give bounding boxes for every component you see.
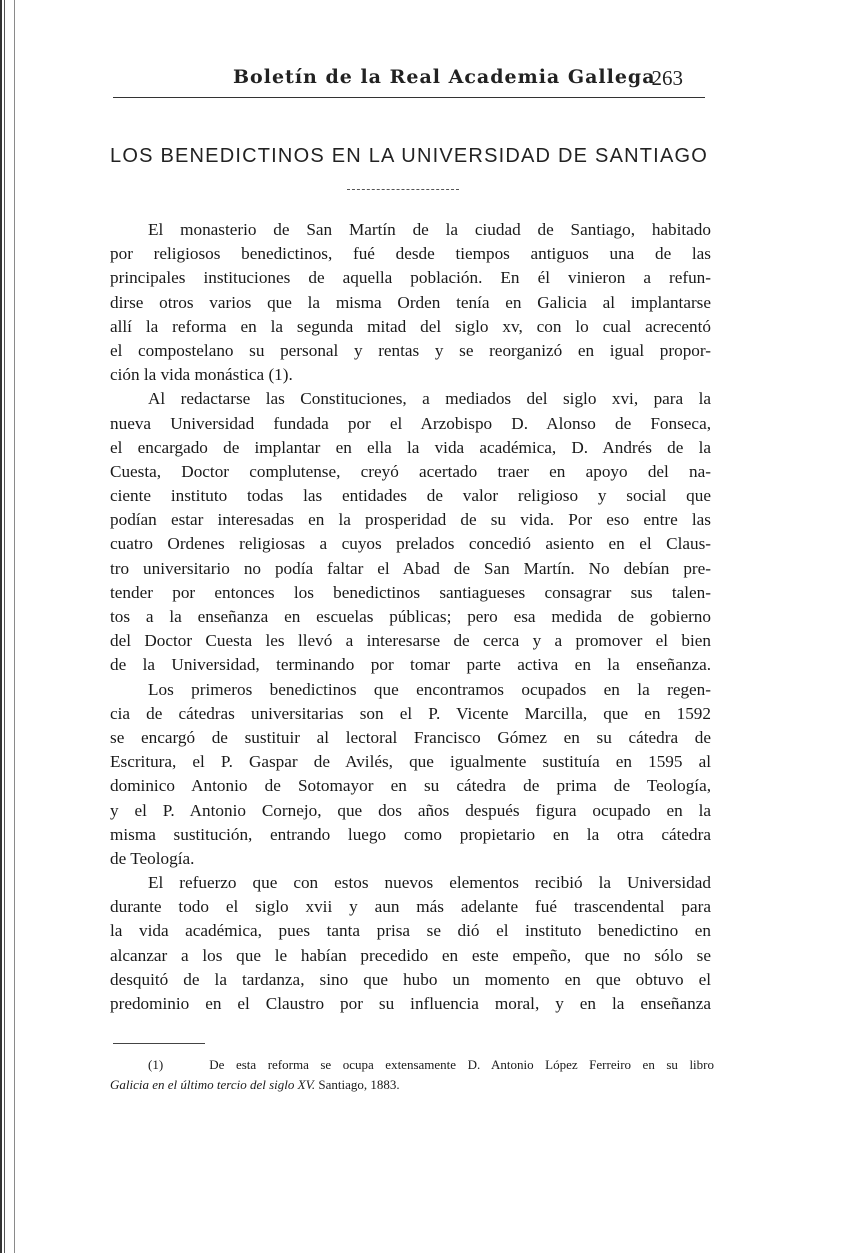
text-line: dominico Antonio de Sotomayor en su cátedra de prima de Teología, — [110, 776, 711, 796]
text-line: la vida académica, pues tanta prisa se dió el instituto benedictino en — [110, 921, 711, 941]
running-title: Boletín de la Real Academia Gallega — [233, 66, 656, 88]
text-line: podían estar interesadas en la prosperidad de su vida. Por eso entre las — [110, 510, 711, 530]
page-header — [113, 62, 705, 100]
title-ornament-rule — [347, 189, 459, 191]
page-binding-edge — [0, 0, 6, 1253]
text-line: Los primeros benedictinos que encontramos ocupados en la regen- — [148, 679, 711, 699]
text-line: y el P. Antonio Cornejo, que dos años después figura ocupado en la — [110, 800, 711, 820]
text-line: alcanzar a los que le habían precedido en este empeño, que no sólo se — [110, 945, 711, 965]
text-line: allí la reforma en la segunda mitad del siglo xv, con lo cual acrecentó — [110, 316, 711, 336]
text-line: Al redactarse las Constituciones, a mediados del siglo xvi, para la — [148, 389, 711, 409]
article-title: LOS BENEDICTINOS EN LA UNIVERSIDAD DE SANTIAGO — [110, 145, 708, 167]
text-line: el encargado de implantar en ella la vida académica, D. Andrés de la — [110, 437, 711, 457]
article-body — [110, 218, 711, 1016]
text-line: predominio en el Claustro por su influencia moral, y en la enseñanza — [110, 994, 711, 1013]
footnote-line-1 — [110, 1055, 714, 1075]
footnote-text: De esta reforma se ocupa extensamente D. Antonio López Ferreiro en su libro — [209, 1057, 714, 1072]
text-line: nueva Universidad fundada por el Arzobispo D. Alonso de Fonseca, — [110, 413, 711, 433]
text-line: durante todo el siglo xvii y aun más adelante fué trascendental para — [110, 897, 711, 917]
text-line: Escritura, el P. Gaspar de Avilés, que igualmente sustituía en 1595 al — [110, 752, 711, 772]
text-line: del Doctor Cuesta les llevó a interesarse de cerca y a promover el bien — [110, 631, 711, 651]
text-line: tro universitario no podía faltar el Abad de San Martín. No debían pre- — [110, 558, 711, 578]
page-margin-line — [14, 0, 15, 1253]
header-rule — [113, 97, 705, 98]
text-line: desquitó de la tardanza, sino que hubo un momento en que obtuvo el — [110, 969, 711, 989]
footnote-marker: (1) — [148, 1057, 164, 1072]
text-line: dirse otros varios que la misma Orden tenía en Galicia al implantarse — [110, 292, 711, 312]
text-line: de Teología. — [110, 848, 195, 868]
text-line: tender por entonces los benedictinos santiagueses consagrar sus talen- — [110, 582, 711, 602]
page-number: 263 — [651, 66, 683, 90]
text-line: ciente instituto todas las entidades de valor religioso y social que — [110, 486, 711, 506]
footnote — [110, 1055, 714, 1095]
text-line: de la Universidad, terminando por tomar parte activa en la enseñanza. — [110, 655, 711, 675]
text-line: por religiosos benedictinos, fué desde tiempos antiguos una de las — [110, 244, 711, 264]
text-line: El monasterio de San Martín de la ciudad de Santiago, habitado — [148, 220, 711, 239]
text-line: misma sustitución, entrando luego como propietario en la otra cátedra — [110, 824, 711, 844]
footnote-line-2 — [110, 1075, 714, 1095]
text-line: Cuesta, Doctor complutense, creyó acertado traer en apoyo del na- — [110, 461, 711, 481]
text-line: el compostelano su personal y rentas y se reorganizó en igual propor- — [110, 340, 711, 360]
text-line: cuatro Ordenes religiosas a cuyos prelados concedió asiento en el Claus- — [110, 534, 711, 554]
text-line: ción la vida monástica (1). — [110, 365, 293, 385]
footnote-book-title: Galicia en el último tercio del siglo XV. — [110, 1077, 316, 1092]
text-line: tos a la enseñanza en escuelas públicas; pero esa medida de gobierno — [110, 607, 711, 626]
footnote-rule — [113, 1043, 205, 1044]
text-line: se encargó de sustituir al lectoral Francisco Gómez en su cátedra de — [110, 727, 711, 747]
text-line: El refuerzo que con estos nuevos elementos recibió la Universidad — [148, 873, 711, 893]
footnote-imprint: Santiago, 1883. — [318, 1077, 400, 1092]
text-line: cia de cátedras universitarias son el P. Vicente Marcilla, que en 1592 — [110, 703, 711, 723]
text-line: principales instituciones de aquella población. En él vinieron a refun- — [110, 268, 711, 288]
